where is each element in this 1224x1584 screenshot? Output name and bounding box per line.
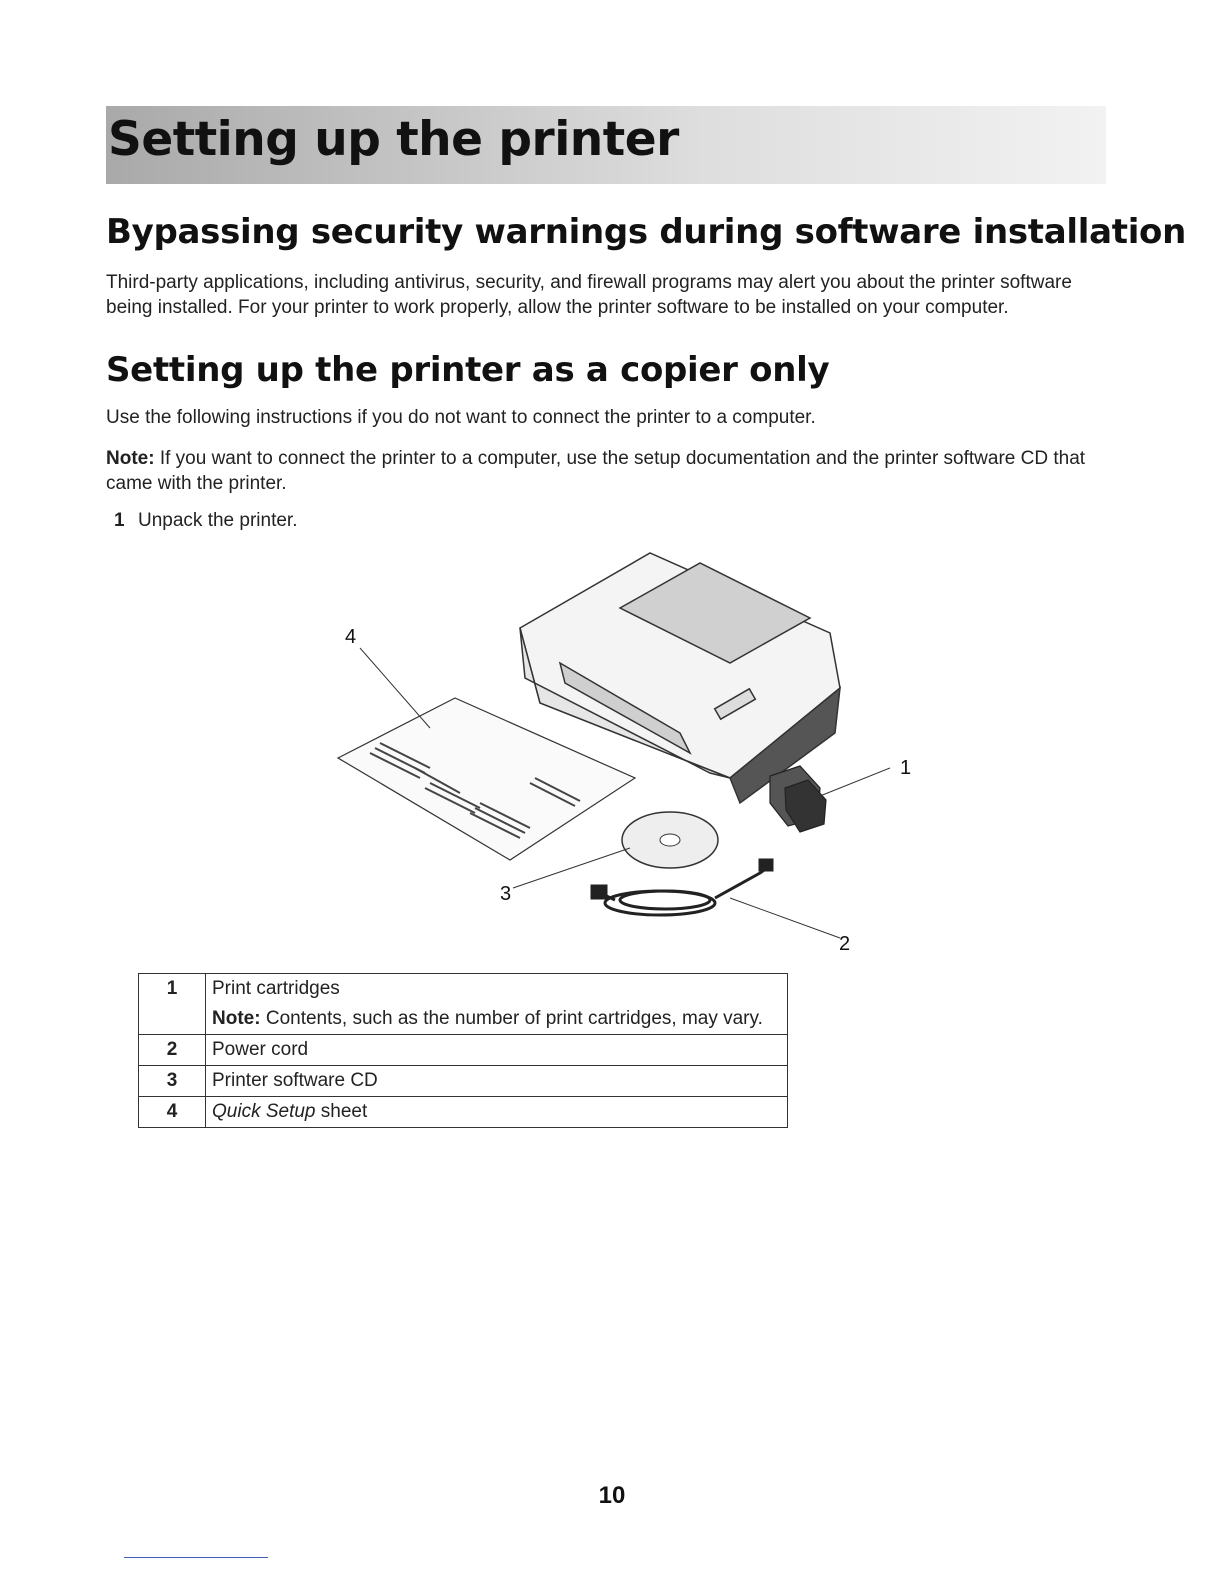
print-cartridges-illustration [770, 766, 826, 832]
row-note [212, 1008, 781, 1030]
callout-2: 2 [839, 933, 851, 955]
note-text: If you want to connect the printer to a computer, use the setup documentation and the printer software CD that came with the printer. [106, 448, 1086, 494]
callout-3: 3 [500, 883, 512, 905]
table-row [139, 1066, 788, 1097]
footer-rule [124, 1557, 268, 1558]
row-number: 1 [139, 974, 206, 1035]
row-label: Printer software CD [206, 1066, 788, 1097]
row-label-rest: sheet [315, 1101, 368, 1122]
printer-unboxing-illustration [330, 548, 910, 958]
table-row [139, 1035, 788, 1066]
section-heading-copier: Setting up the printer as a copier only [106, 350, 830, 390]
section-heading-security: Bypassing security warnings during software installation [106, 212, 1187, 252]
copier-intro: Use the following instructions if you do not want to connect the printer to a computer. [106, 407, 816, 428]
row-note-label: Note: [212, 1008, 261, 1029]
row-label [206, 1097, 788, 1128]
row-label: Print cartridges [212, 978, 340, 999]
row-note-text: Contents, such as the number of print cartridges, may vary. [260, 1008, 763, 1029]
row-label: Power cord [206, 1035, 788, 1066]
security-paragraph: Third-party applications, including antivirus, security, and firewall programs may alert you about the printer software being installed. For your printer to work properly, allow the printer software to be installed on your computer. [106, 272, 1072, 318]
row-label-italic: Quick Setup [212, 1101, 316, 1122]
row-number: 3 [139, 1066, 206, 1097]
note-label: Note: [106, 448, 155, 469]
copier-note [106, 446, 1116, 496]
callout-1: 1 [900, 757, 912, 779]
step-text: Unpack the printer. [138, 510, 298, 531]
step-number: 1 [114, 510, 125, 531]
callout-4: 4 [345, 626, 357, 648]
row-number: 2 [139, 1035, 206, 1066]
page-number: 10 [598, 1482, 626, 1509]
power-cord-illustration [592, 860, 772, 915]
step-1 [114, 510, 297, 532]
row-description [206, 974, 788, 1035]
table-row [139, 974, 788, 1035]
table-row [139, 1097, 788, 1128]
row-number: 4 [139, 1097, 206, 1128]
chapter-title: Setting up the printer [108, 112, 679, 167]
cd-illustration [622, 812, 718, 868]
parts-table [138, 973, 788, 1128]
